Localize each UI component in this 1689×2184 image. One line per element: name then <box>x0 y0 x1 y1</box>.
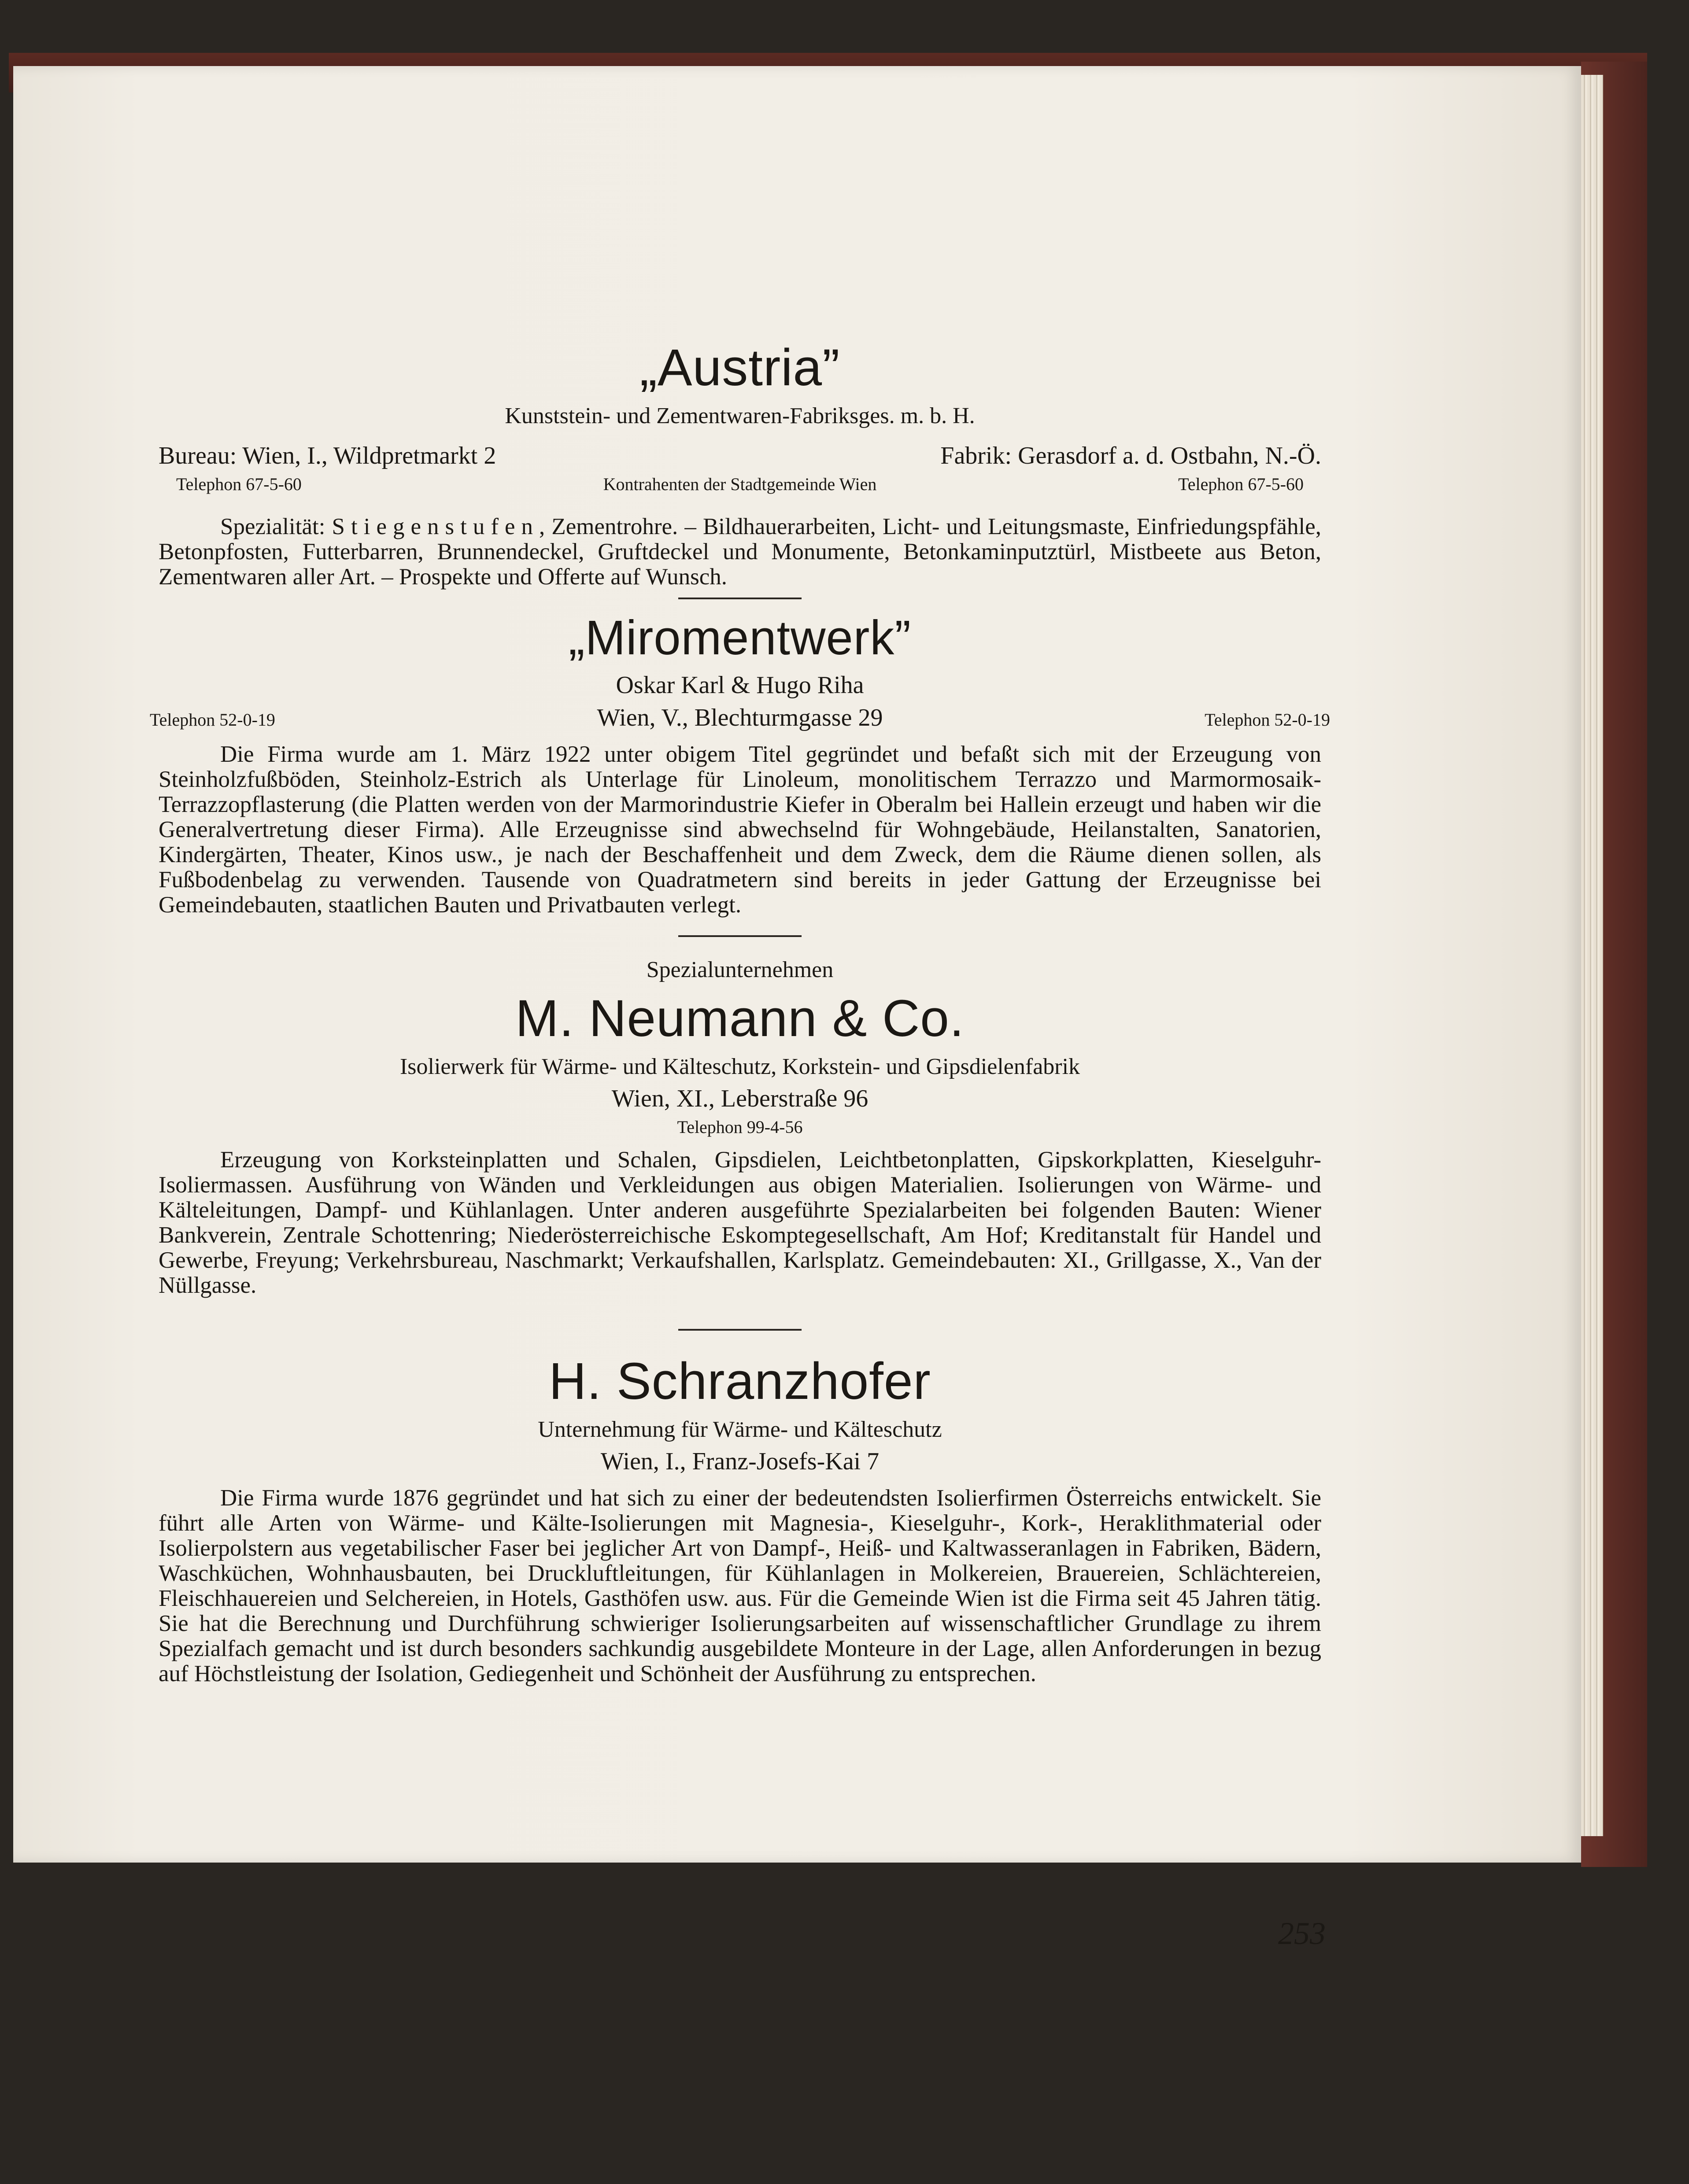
section-austria <box>159 335 1321 590</box>
page-number: 253 <box>1278 1916 1326 1951</box>
miromentwerk-owners: Oskar Karl & Hugo Riha <box>616 671 864 699</box>
austria-spezialitaet <box>159 514 1321 590</box>
austria-title: „Austria” <box>639 339 840 397</box>
austria-subtitle: Kunststein- und Zementwaren-Fabriksges. m. b. H. <box>505 403 975 428</box>
miromentwerk-address-row <box>150 701 1330 734</box>
neumann-address: Wien, XI., Leberstraße 96 <box>611 1085 869 1112</box>
schranzhofer-title: H. Schranzhofer <box>549 1352 931 1410</box>
neumann-telephon: Telephon 99-4-56 <box>677 1117 803 1137</box>
austria-spezialitaet-text: , Zementrohre. – Bildhauerarbeiten, Licht- und Leitungsmaste, Einfriedungspfähle, Betonpfosten, Futterbarren, Brunnendeckel, Gruftdeckel und Monumente, Betonkaminputztürl, Mistbeete aus Beton, Zementwaren aller Art. – Prospekte und Offerte auf Wunsch. <box>159 514 1321 590</box>
miromentwerk-title: „Miromentwerk” <box>569 611 911 665</box>
austria-telephon-right: Telephon 67-5-60 <box>1178 474 1304 494</box>
neumann-subtitle: Isolierwerk für Wärme- und Kälteschutz, Korkstein- und Gipsdielenfabrik <box>399 1054 1080 1079</box>
miromentwerk-telephon-left: Telephon 52-0-19 <box>150 710 275 730</box>
austria-bureau: Bureau: Wien, I., Wildpretmarkt 2 <box>159 442 496 469</box>
austria-kontrahenten: Kontrahenten der Stadtgemeinde Wien <box>603 474 877 494</box>
austria-address-row <box>159 439 1321 472</box>
neumann-body: Erzeugung von Korksteinplatten und Schalen, Gipsdielen, Leichtbetonplatten, Gipskorkplatten, Kieselguhr-Isoliermassen. Ausführung von Wänden und Verkleidungen aus obigen Materialien. Isolierungen von Wärme- und Kälteleitungen, Dampf- und Kühlanlagen. Unter anderen ausgeführte Spezialarbeiten bei folgenden Bauten: Wiener Bankverein, Zentrale Schottenring; Niederösterreichische Eskomptegesellschaft, Am Hof; Kreditanstalt für Handel und Gewerbe, Freyung; Verkehrsbureau, Naschmarkt; Verkaufshallen, Karlsplatz. Gemeindebauten: XI., Grillgasse, X., Van der Nüllgasse. <box>159 1147 1321 1298</box>
neumann-title: M. Neumann & Co. <box>515 989 965 1048</box>
section-neumann <box>159 955 1321 1298</box>
miromentwerk-body: Die Firma wurde am 1. März 1922 unter obigem Titel gegründet und befaßt sich mit der Erzeugung von Steinholzfußböden, Steinholz-Estrich als Unterlage für Linoleum, monolitischem Terrazzo und Marmormosaik-Terrazzopflasterung (die Platten werden von der Marmorindustrie Kiefer in Oberalm bei Hallein erzeugt und haben wir die Generalvertretung dieser Firma). Alle Erzeugnisse sind abwechselnd für Wohngebäude, Heilanstalten, Sanatorien, Kindergärten, Theater, Kinos usw., je nach der Beschaffenheit und dem Zweck, dem die Räume dienen sollen, als Fußbodenbelag zu verwenden. Tausende von Quadratmetern sind bereits in jeder Gattung der Erzeugnisse bei Gemeindebauten, staatlichen Bauten und Privatbauten verlegt. <box>159 742 1321 918</box>
schranzhofer-subtitle: Unternehmung für Wärme- und Kälteschutz <box>538 1417 942 1442</box>
schranzhofer-address: Wien, I., Franz-Josefs-Kai 7 <box>600 1448 880 1475</box>
neumann-prefix: Spezialunternehmen <box>646 957 834 982</box>
austria-fabrik: Fabrik: Gerasdorf a. d. Ostbahn, N.-Ö. <box>940 442 1321 469</box>
austria-spezialitaet-spaced: Stiegenstufen <box>332 514 540 539</box>
section-schranzhofer <box>159 1348 1321 1686</box>
schranzhofer-body: Die Firma wurde 1876 gegründet und hat sich zu einer der bedeutendsten Isolierfirmen Österreichs entwickelt. Sie führt alle Arten von Wärme- und Kälte-Isolierungen mit Magnesia-, Kieselguhr-, Kork-, Heraklithmaterial oder Isolierpolstern aus vegetabilischer Faser bei jeglicher Art von Dampf-, Heiß- und Kaltwasseranlagen in Fabriken, Bädern, Waschküchen, Wohnhausbauten, bei Druckluftleitungen, für Kühlanlagen in Molkereien, Brauereien, Schlächtereien, Fleischhauereien und Selchereien, in Hotels, Gasthöfen usw. aus. Für die Gemeinde Wien ist die Firma seit 45 Jahren tätig. Sie hat die Berechnung und Durchführung schwieriger Isolierungsarbeiten auf wissenschaftlicher Grundlage zu ihrem Spezialfach gemacht und ist durch besonders sachkundig ausgebildete Monteure in der Lage, allen Anforderungen in bezug auf Höchstleistung der Isolation, Gediegenheit und Schönheit der Ausführung zu entsprechen. <box>159 1485 1321 1686</box>
section-miromentwerk <box>150 607 1330 918</box>
austria-telephon-left: Telephon 67-5-60 <box>176 474 302 494</box>
austria-telephone-row <box>159 472 1321 497</box>
austria-spezialitaet-label: Spezialität: <box>220 514 332 539</box>
miromentwerk-address: Wien, V., Blechturmgasse 29 <box>597 704 883 731</box>
page-content <box>150 335 1330 1686</box>
page <box>13 66 1581 1951</box>
miromentwerk-telephon-right: Telephon 52-0-19 <box>1205 710 1330 730</box>
